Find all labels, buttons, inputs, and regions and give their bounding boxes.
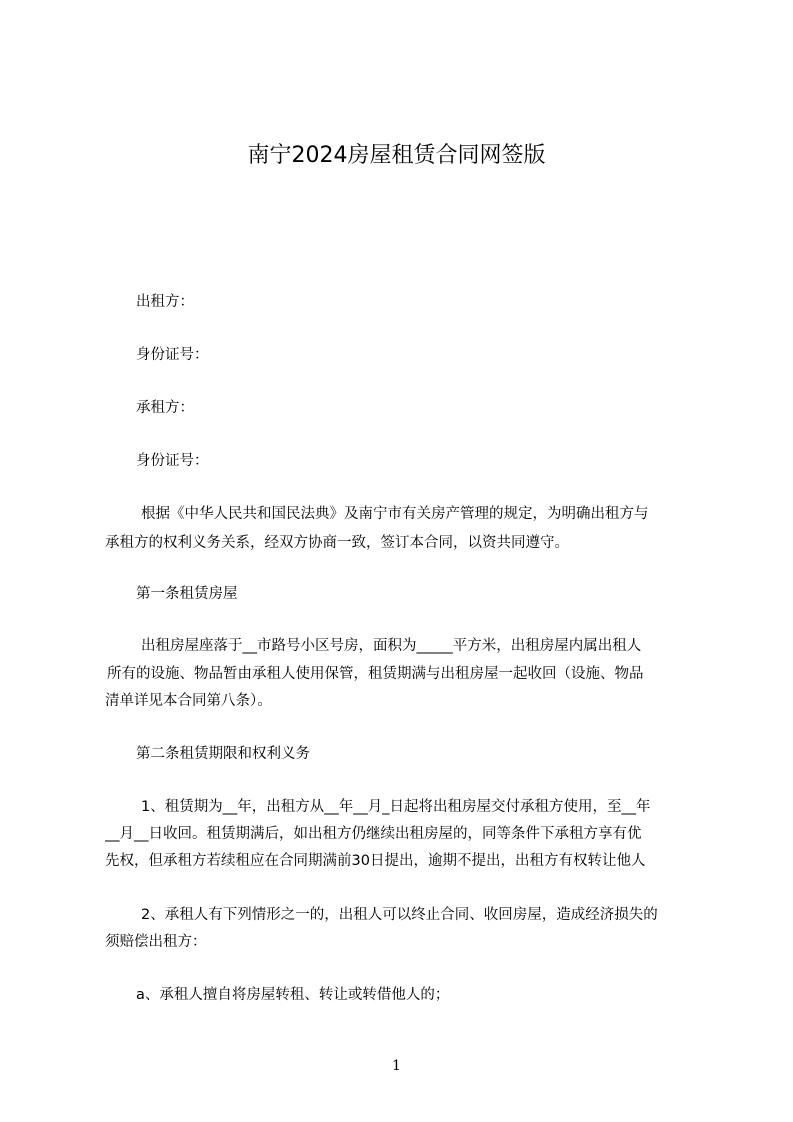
article-1-line: 所有的设施、物品暂由承租人使用保管，租赁期满与出租房屋一起收回（设施、物品 (107, 666, 644, 682)
document-title: 南宁2024房屋租赁合同网签版 (247, 143, 546, 168)
preamble-line: 承租方的权利义务关系，经双方协商一致，签订本合同，以资共同遵守。 (105, 535, 569, 551)
lessor-id-label: 身份证号： (136, 347, 209, 363)
article-2-heading: 第二条租赁期限和权利义务 (136, 746, 310, 762)
lessee-label: 承租方： (136, 400, 194, 416)
article-1-heading: 第一条租赁房屋 (136, 586, 238, 602)
clause-1-line: 1、租赁期为__年，出租方从__年__月_日起将出租房屋交付承租方使用，至__年 (141, 799, 651, 815)
lessor-label: 出租方： (136, 294, 194, 310)
clause-2-line: 须赔偿出租方： (105, 934, 207, 950)
clause-1-line: 先权，但承租方若续租应在合同期满前30日提出，逾期不提出，出租方有权转让他人 (105, 853, 646, 869)
preamble-line: 根据《中华人民共和国民法典》及南宁市有关房产管理的规定，为明确出租方与 (141, 506, 649, 522)
clause-2-line: 2、承租人有下列情形之一的，出租人可以终止合同、收回房屋，造成经济损失的 (141, 907, 658, 923)
article-1-line: 出租房屋座落于__市路号小区号房，面积为_____平方米，出租房屋内属出租人 (141, 638, 642, 654)
clause-a: a、承租人擅自将房屋转租、转让或转借他人的； (136, 987, 450, 1003)
page-number: 1 (392, 1058, 401, 1074)
article-1-line: 清单详见本合同第八条）。 (105, 693, 272, 709)
clause-1-line: __月__日收回。租赁期满后，如出租方仍继续出租房屋的，同等条件下承租方享有优 (105, 826, 642, 842)
lessee-id-label: 身份证号： (136, 453, 209, 469)
